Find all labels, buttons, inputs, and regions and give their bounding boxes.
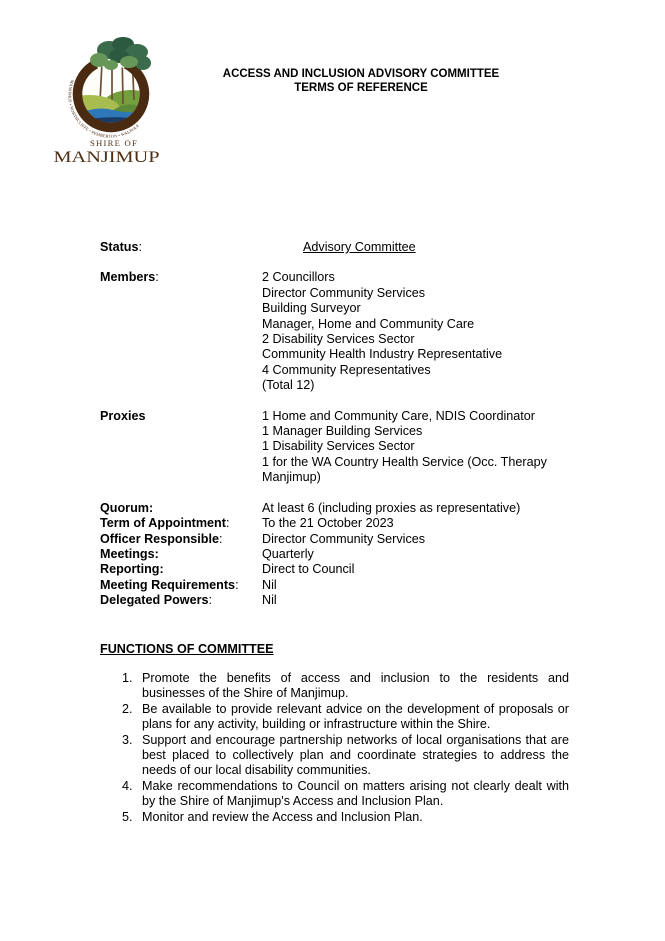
proxy-line: 1 Home and Community Care, NDIS Coordinator <box>262 408 535 423</box>
info-row-status <box>100 240 569 255</box>
document-body <box>100 240 569 825</box>
proxy-line: 1 Manager Building Services <box>262 424 423 439</box>
member-line: Building Surveyor <box>262 301 361 316</box>
proxies-list <box>262 409 569 486</box>
status-label: Status <box>100 240 139 254</box>
delegated-powers-value: Nil <box>262 593 277 608</box>
info-row-meetings: Meetings: Quarterly <box>100 547 569 562</box>
list-item-text: Make recommendations to Council on matters arising not clearly dealt with by the Shire of Manjimup's Access and Inclusion Plan. <box>142 778 569 809</box>
document-title-line1: ACCESS AND INCLUSION ADVISORY COMMITTEE <box>222 68 500 80</box>
list-item-number: 2. <box>122 701 133 716</box>
list-item-number: 5. <box>122 809 133 824</box>
shire-of-manjimup-logo <box>53 36 163 164</box>
info-row-reporting: Reporting: Direct to Council <box>100 562 569 577</box>
status-colon: : <box>138 240 142 254</box>
list-item-number: 1. <box>122 670 133 685</box>
quorum-value: At least 6 (including proxies as representative) <box>262 500 521 515</box>
member-line: 2 Disability Services Sector <box>262 332 415 347</box>
list-item <box>122 779 569 810</box>
meetings-label: Meetings <box>100 546 155 561</box>
proxy-line: 1 for the WA Country Health Service (Occ. Therapy Manjimup) <box>262 454 547 485</box>
term-label: Term of Appointment <box>100 516 226 531</box>
list-item <box>122 671 569 702</box>
proxy-line: 1 Disability Services Sector <box>262 439 415 454</box>
functions-list <box>100 671 569 825</box>
member-line: Community Health Industry Representative <box>262 347 503 362</box>
member-line: (Total 12) <box>262 378 315 393</box>
list-item-text: Monitor and review the Access and Inclusion Plan. <box>142 809 423 824</box>
officer-label: Officer Responsible <box>100 531 219 546</box>
list-item-text: Be available to provide relevant advice on the development of proposals or plans for any activity, building or infrastructure within the Shire. <box>142 701 569 732</box>
term-value: To the 21 October 2023 <box>262 516 394 531</box>
members-label: Members <box>100 270 156 285</box>
member-line: 4 Community Representatives <box>262 362 431 377</box>
member-line: 2 Councillors <box>262 270 335 285</box>
info-row-delegated-powers: Delegated Powers: Nil <box>100 593 569 608</box>
logo-tree-canopy <box>90 37 151 70</box>
quorum-label: Quorum <box>100 500 149 515</box>
info-row-members <box>100 270 569 393</box>
meeting-requirements-value: Nil <box>262 577 277 592</box>
status-value: Advisory Committee <box>303 240 416 254</box>
list-item <box>122 702 569 733</box>
committee-details <box>100 240 569 825</box>
meetings-value: Quarterly <box>262 546 314 561</box>
member-line: Manager, Home and Community Care <box>262 316 475 331</box>
info-row-officer: Officer Responsible: Director Community Services <box>100 532 569 547</box>
logo-ring-text: MANJIMUP • NORTHCLIFFE • PEMBERTON • WALPOLE <box>67 79 141 139</box>
delegated-powers-label: Delegated Powers <box>100 593 209 608</box>
functions-heading: FUNCTIONS OF COMMITTEE <box>100 641 274 656</box>
list-item-text: Promote the benefits of access and inclusion to the residents and businesses of the Shire of Manjimup. <box>142 670 569 701</box>
members-colon: : <box>155 270 159 285</box>
officer-value: Director Community Services <box>262 531 426 546</box>
info-kv-block <box>100 501 569 609</box>
info-row-term: Term of Appointment: To the 21 October 2023 <box>100 516 569 531</box>
list-item-number: 4. <box>122 778 133 793</box>
info-row-quorum: Quorum: At least 6 (including proxies as representative) <box>100 501 569 516</box>
info-row-proxies <box>100 409 569 486</box>
list-item <box>122 733 569 779</box>
proxies-label: Proxies <box>100 408 146 423</box>
meeting-requirements-label: Meeting Requirements <box>100 577 236 592</box>
list-item <box>122 810 569 825</box>
list-item-number: 3. <box>122 732 133 747</box>
member-line: Director Community Services <box>262 285 426 300</box>
logo-shire-of-text: SHIRE OF <box>90 138 138 148</box>
info-row-meeting-requirements: Meeting Requirements: Nil <box>100 578 569 593</box>
document-title-line2: TERMS OF REFERENCE <box>294 82 428 94</box>
logo-manjimup-text: MANJIMUP <box>53 149 160 164</box>
reporting-value: Direct to Council <box>262 562 355 577</box>
members-list <box>262 270 569 393</box>
list-item-text: Support and encourage partnership networks of local organisations that are best placed to collectively plan and coordinate strategies to address the needs of our local disability communities. <box>142 732 569 778</box>
reporting-label: Reporting <box>100 562 160 577</box>
